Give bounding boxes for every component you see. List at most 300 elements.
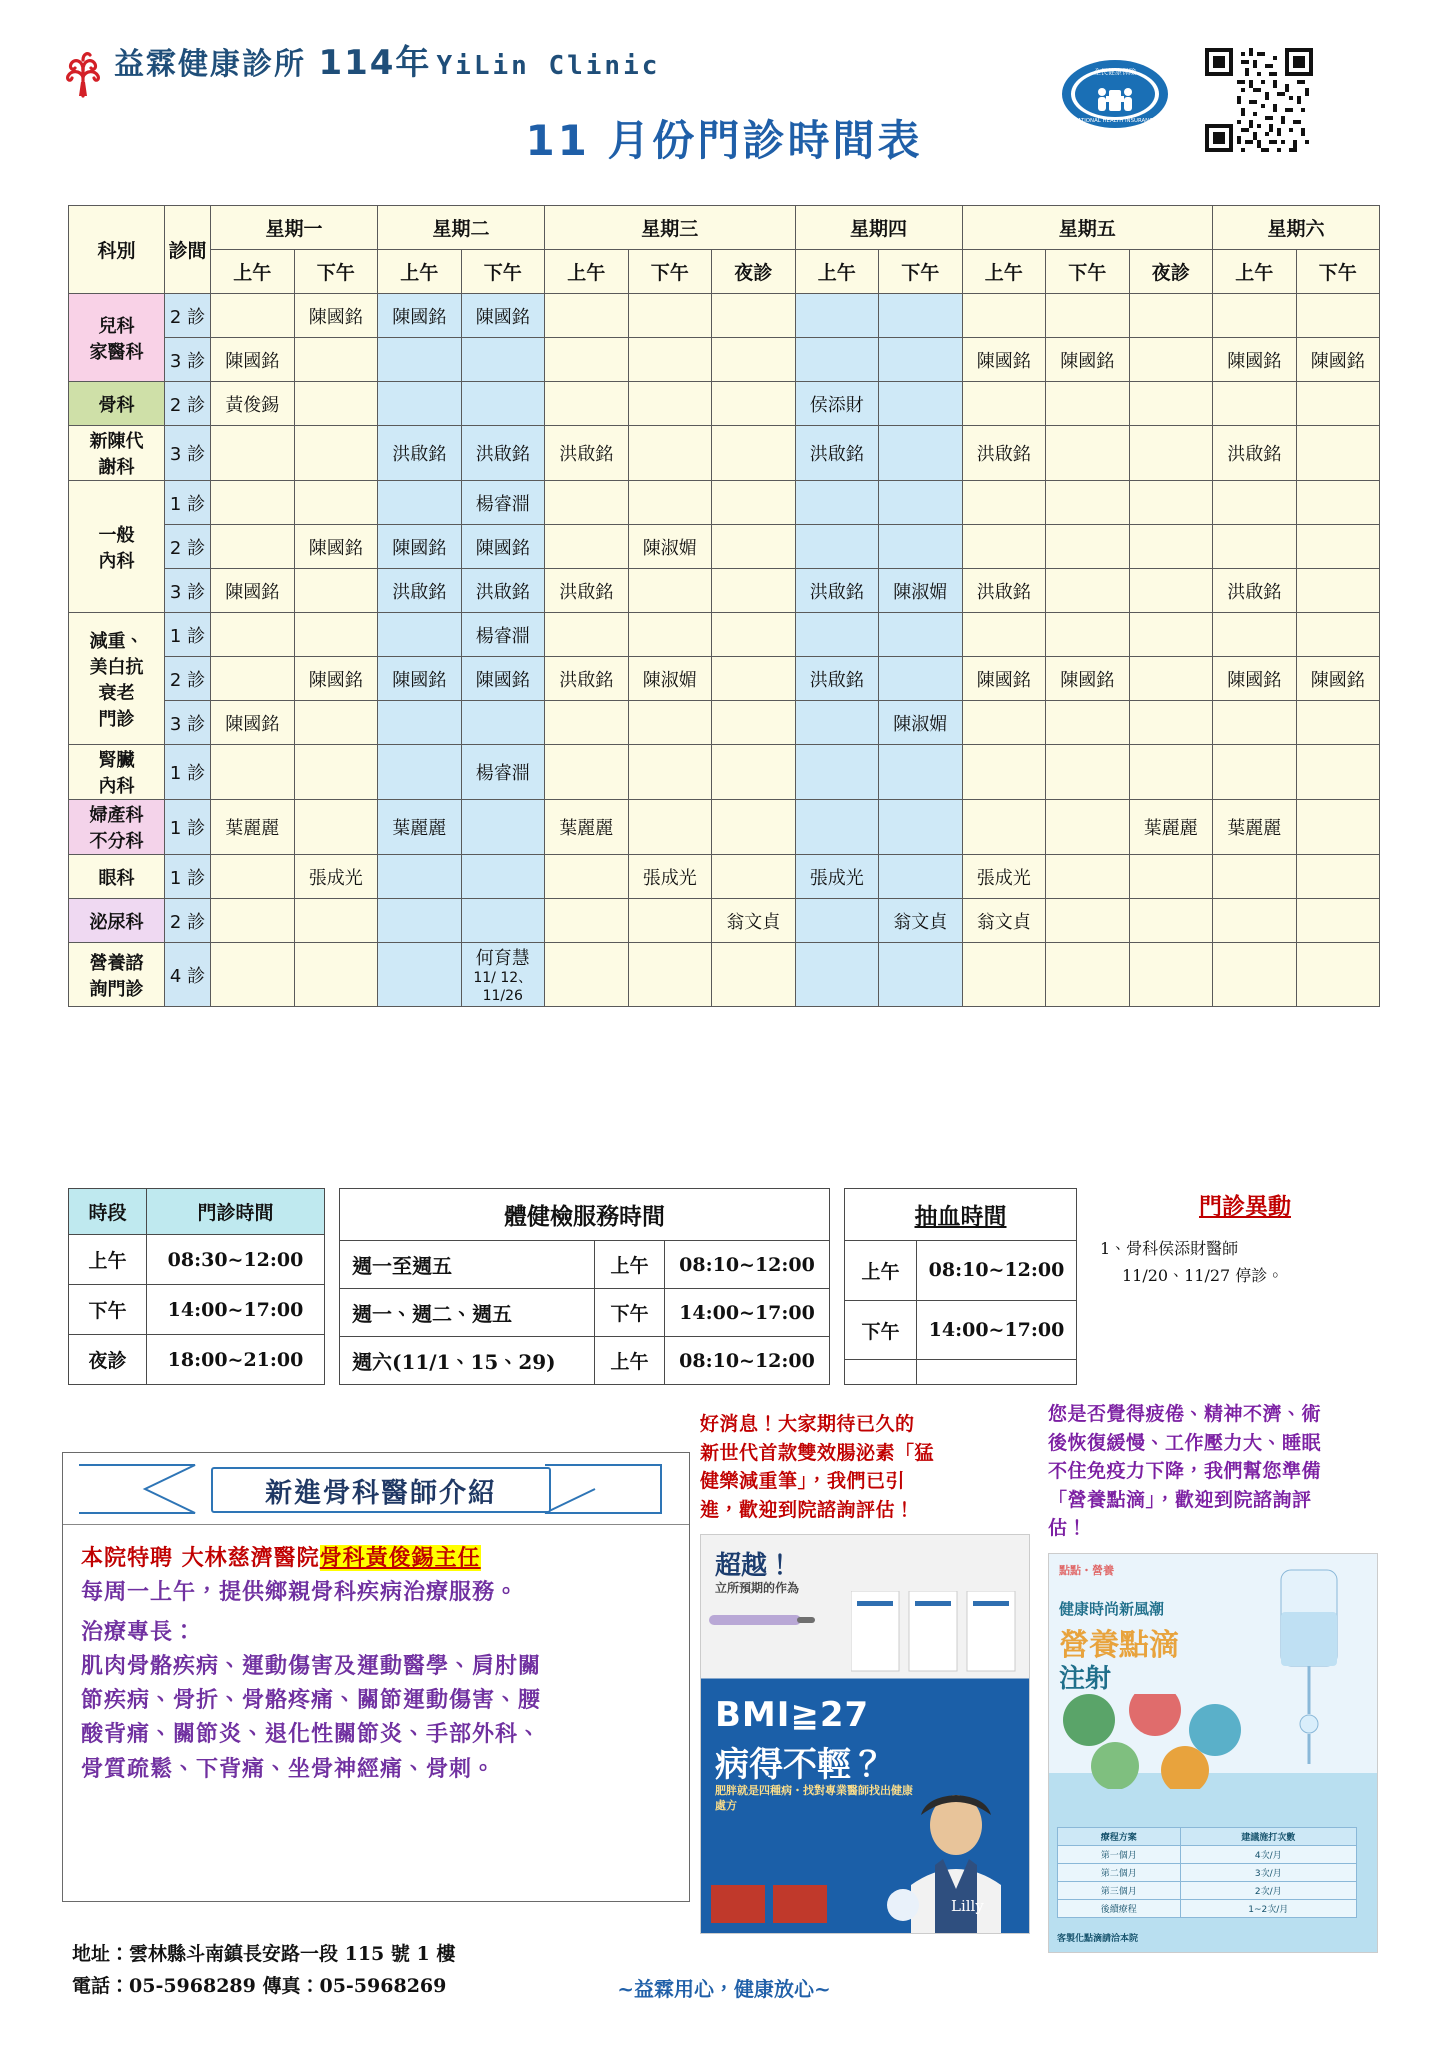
header-dept: 科別 — [69, 206, 165, 294]
flyer1-footer-logos — [711, 1881, 1011, 1927]
table-row — [69, 338, 1380, 382]
schedule-cell-doctor: 葉麗麗 — [545, 800, 629, 855]
header-slot: 上午 — [1213, 250, 1297, 294]
schedule-cell-empty — [712, 338, 796, 382]
promo-right-line-2: 後恢復緩慢、工作壓力大、睡眠 — [1048, 1431, 1322, 1454]
health-check-time: 08:10~12:00 — [665, 1337, 830, 1385]
table-row — [69, 701, 1380, 745]
health-check-table — [339, 1188, 830, 1385]
schedule-cell-empty — [879, 657, 963, 701]
schedule-cell-empty — [545, 943, 629, 1007]
schedule-cell-empty — [294, 426, 378, 481]
schedule-cell-empty — [211, 426, 295, 481]
schedule-cell-empty — [1296, 855, 1380, 899]
schedule-cell-doctor: 翁文貞 — [962, 899, 1046, 943]
schedule-cell-empty — [1129, 613, 1213, 657]
schedule-cell-empty — [1046, 745, 1130, 800]
schedule-cell-doctor: 洪啟銘 — [962, 569, 1046, 613]
schedule-cell-empty — [879, 855, 963, 899]
schedule-cell-empty — [1296, 613, 1380, 657]
schedule-cell-empty — [879, 338, 963, 382]
schedule-cell-empty — [461, 899, 545, 943]
health-check-days: 週一至週五 — [340, 1241, 595, 1289]
clinic-hours-table — [68, 1188, 325, 1385]
flyer2-course-freq: 4次/月 — [1180, 1845, 1356, 1863]
intro-spec-line: 酸背痛、關節炎、退化性關節炎、手部外科、 — [81, 1721, 542, 1748]
flyer2-course-freq: 1~2次/月 — [1180, 1899, 1356, 1917]
schedule-cell-empty — [712, 294, 796, 338]
clinic-name-en: YiLin Clinic — [436, 51, 661, 81]
schedule-cell-empty — [795, 745, 879, 800]
table-row — [69, 657, 1380, 701]
room-label: 1 診 — [165, 855, 211, 899]
schedule-cell-empty — [1046, 613, 1130, 657]
flyer2-table-row — [1058, 1899, 1357, 1917]
schedule-cell-empty — [1129, 657, 1213, 701]
benefit-bubbles-icon — [1055, 1694, 1265, 1789]
schedule-cell-empty — [795, 701, 879, 745]
schedule-cell-empty — [712, 701, 796, 745]
schedule-cell-empty — [1046, 426, 1130, 481]
blood-draw-slot: 下午 — [845, 1300, 917, 1360]
schedule-cell-empty — [795, 943, 879, 1007]
table-row — [69, 800, 1380, 855]
dept-label: 泌尿科 — [69, 899, 165, 943]
blood-draw-header — [845, 1189, 1077, 1241]
schedule-cell-doctor: 陳國銘 — [294, 294, 378, 338]
schedule-cell-empty — [628, 569, 712, 613]
schedule-cell-empty — [211, 294, 295, 338]
clinic-schedule-table — [68, 205, 1380, 1007]
room-label: 3 診 — [165, 426, 211, 481]
flyer1-question-text: 病得不輕？ — [715, 1745, 885, 1785]
schedule-cell-empty — [962, 800, 1046, 855]
schedule-cell-doctor: 楊睿淵 — [461, 745, 545, 800]
flyer2-table-row — [1058, 1845, 1357, 1863]
health-check-header — [340, 1189, 830, 1241]
table-row — [69, 613, 1380, 657]
schedule-cell-empty — [628, 481, 712, 525]
schedule-cell-empty — [1296, 701, 1380, 745]
schedule-cell-empty — [1129, 481, 1213, 525]
health-check-days: 週一、週二、週五 — [340, 1289, 595, 1337]
tree-logo-icon — [60, 46, 106, 98]
schedule-cell-empty — [628, 899, 712, 943]
qr-code-icon — [1205, 48, 1313, 152]
schedule-cell-empty — [378, 382, 462, 426]
health-check-slot: 上午 — [595, 1241, 665, 1289]
schedule-cell-empty — [795, 613, 879, 657]
schedule-cell-empty — [1296, 943, 1380, 1007]
schedule-cell-empty — [1046, 855, 1130, 899]
clinic-name-zh: 益霖健康診所 114年 — [114, 43, 432, 83]
page-header — [0, 0, 1448, 165]
room-label: 1 診 — [165, 745, 211, 800]
schedule-cell-empty — [211, 613, 295, 657]
schedule-cell-doctor: 洪啟銘 — [545, 569, 629, 613]
schedule-cell-doctor: 翁文貞 — [879, 899, 963, 943]
schedule-cell-empty — [1296, 294, 1380, 338]
schedule-cell-empty — [1213, 613, 1297, 657]
schedule-cell-empty — [1046, 899, 1130, 943]
schedule-cell-empty — [962, 481, 1046, 525]
dept-label: 腎臟 內科 — [69, 745, 165, 800]
flyer2-course-freq: 2次/月 — [1180, 1881, 1356, 1899]
schedule-cell-empty — [545, 382, 629, 426]
schedule-cell-doctor: 陳國銘 — [378, 657, 462, 701]
flyer1-subhead: 立所預期的作為 — [715, 1581, 800, 1595]
promo-iv-nutrition-block — [1048, 1400, 1378, 1953]
schedule-cell-empty — [294, 481, 378, 525]
room-label: 2 診 — [165, 899, 211, 943]
footer-phone: 電話：05-5968289 傳真：05-5968269 — [72, 1974, 447, 1997]
new-doctor-intro-box — [62, 1452, 690, 1902]
schedule-cell-empty — [962, 613, 1046, 657]
schedule-cell-empty — [1296, 745, 1380, 800]
flyer2-brand: 點點・營養 — [1059, 1563, 1114, 1577]
schedule-cell-empty — [962, 943, 1046, 1007]
blood-draw-table — [844, 1188, 1077, 1385]
intro-spec-title: 治療專長： — [81, 1619, 197, 1646]
dept-label: 眼科 — [69, 855, 165, 899]
schedule-cell-doctor: 陳國銘 — [962, 657, 1046, 701]
clinic-hours-slot: 夜診 — [69, 1335, 147, 1385]
schedule-cell-empty — [378, 338, 462, 382]
table-row — [69, 382, 1380, 426]
promo-weight-loss-block — [700, 1410, 1030, 1934]
schedule-cell-doctor: 葉麗麗 — [378, 800, 462, 855]
clinic-hours-time: 18:00~21:00 — [147, 1335, 325, 1385]
schedule-cell-empty — [795, 481, 879, 525]
promo-left-flyer-image — [700, 1534, 1030, 1934]
flyer2-th-0: 療程方案 — [1058, 1827, 1181, 1845]
schedule-cell-empty — [211, 745, 295, 800]
blood-draw-time: 08:10~12:00 — [917, 1241, 1077, 1301]
table-row — [69, 943, 1380, 1007]
room-label: 3 診 — [165, 701, 211, 745]
schedule-cell-empty — [378, 613, 462, 657]
schedule-header-slots — [69, 250, 1380, 294]
flyer1-bmi-text: BMI≧27 — [715, 1695, 870, 1735]
schedule-cell-empty — [795, 899, 879, 943]
schedule-cell-empty — [545, 338, 629, 382]
schedule-changes-item-detail: 11/20、11/27 停診。 — [1122, 1266, 1284, 1286]
schedule-changes-item — [1100, 1235, 1390, 1289]
schedule-cell-doctor: 張成光 — [628, 855, 712, 899]
table-row — [69, 855, 1380, 899]
flyer2-title-1: 營養點滴 — [1059, 1627, 1179, 1663]
schedule-cell-empty — [1213, 382, 1297, 426]
nhi-logo-icon — [1060, 58, 1170, 130]
schedule-cell-empty — [545, 481, 629, 525]
schedule-cell-empty — [378, 899, 462, 943]
schedule-cell-empty — [628, 294, 712, 338]
schedule-cell-note: 11/26 — [482, 987, 523, 1004]
schedule-cell-empty — [294, 613, 378, 657]
promo-right-line-1: 您是否覺得疲倦、精神不濟、術 — [1048, 1403, 1322, 1425]
schedule-cell-empty — [1129, 745, 1213, 800]
schedule-cell-doctor: 洪啟銘 — [795, 426, 879, 481]
dept-label: 營養諮 詢門診 — [69, 943, 165, 1007]
schedule-cell-doctor: 洪啟銘 — [545, 657, 629, 701]
schedule-cell-empty — [294, 745, 378, 800]
schedule-cell-note: 11/ 12、 — [473, 970, 533, 986]
schedule-cell-empty — [1296, 899, 1380, 943]
schedule-cell-empty — [1213, 525, 1297, 569]
health-check-title: 體健檢服務時間 — [340, 1189, 830, 1241]
schedule-cell-empty — [962, 382, 1046, 426]
schedule-cell-empty — [1296, 426, 1380, 481]
schedule-cell-doctor: 洪啟銘 — [461, 569, 545, 613]
schedule-cell-empty — [461, 338, 545, 382]
schedule-cell-empty — [1129, 525, 1213, 569]
schedule-cell-empty — [712, 569, 796, 613]
schedule-cell-empty — [879, 481, 963, 525]
intro-spec-line: 肌肉骨骼疾病、運動傷害及運動醫學、肩肘關 — [81, 1653, 542, 1680]
room-label: 2 診 — [165, 525, 211, 569]
header-day-tue: 星期二 — [378, 206, 545, 250]
product-boxes-icon — [851, 1591, 1021, 1677]
schedule-cell-empty — [378, 701, 462, 745]
table-row — [69, 525, 1380, 569]
schedule-table-head — [69, 206, 1380, 294]
schedule-cell-doctor: 洪啟銘 — [378, 569, 462, 613]
header-room: 診間 — [165, 206, 211, 294]
flyer2-title-2: 注射 — [1059, 1663, 1112, 1694]
schedule-cell-doctor: 洪啟銘 — [795, 569, 879, 613]
schedule-cell-empty — [1213, 294, 1297, 338]
flyer2-table-row — [1058, 1863, 1357, 1881]
schedule-cell-empty — [545, 899, 629, 943]
schedule-cell-empty — [1129, 899, 1213, 943]
schedule-cell-empty — [795, 525, 879, 569]
schedule-cell-doctor: 翁文貞 — [712, 899, 796, 943]
clinic-logo-block — [60, 43, 661, 98]
schedule-cell-empty — [712, 525, 796, 569]
schedule-cell-empty — [628, 800, 712, 855]
schedule-cell-doctor: 陳國銘 — [1046, 657, 1130, 701]
clinic-hours-time: 14:00~17:00 — [147, 1285, 325, 1335]
schedule-cell-doctor: 洪啟銘 — [1213, 426, 1297, 481]
schedule-cell-empty — [378, 943, 462, 1007]
schedule-cell-empty — [628, 382, 712, 426]
schedule-cell-empty — [1046, 701, 1130, 745]
promo-left-line-4: 進，歡迎到院諮詢評估！ — [700, 1498, 915, 1521]
intro-spec-lines — [81, 1649, 671, 1785]
schedule-cell-empty — [962, 525, 1046, 569]
header-slot: 下午 — [461, 250, 545, 294]
schedule-cell-empty — [378, 481, 462, 525]
flyer2-table-row — [1058, 1881, 1357, 1899]
schedule-cell-empty — [712, 745, 796, 800]
schedule-cell-doctor: 陳淑媚 — [879, 701, 963, 745]
schedule-cell-empty — [712, 943, 796, 1007]
flyer2-th-1: 建議施打次數 — [1180, 1827, 1356, 1845]
schedule-cell-doctor: 陳淑媚 — [628, 657, 712, 701]
schedule-cell-doctor: 張成光 — [294, 855, 378, 899]
health-check-row — [340, 1337, 830, 1385]
schedule-cell-doctor: 陳國銘 — [378, 294, 462, 338]
schedule-cell-empty — [962, 701, 1046, 745]
schedule-cell-doctor: 楊睿淵 — [461, 481, 545, 525]
dept-label: 減重、 美白抗 衰老 門診 — [69, 613, 165, 745]
schedule-cell-empty — [712, 657, 796, 701]
schedule-cell-empty — [211, 481, 295, 525]
footer-slogan: ~益霖用心，健康放心~ — [617, 1977, 831, 2001]
schedule-cell-doctor: 陳國銘 — [962, 338, 1046, 382]
promo-right-line-3: 不住免疫力下降，我們幫您準備 — [1048, 1460, 1322, 1482]
schedule-cell-empty — [879, 800, 963, 855]
schedule-cell-empty — [461, 382, 545, 426]
intro-line-1-highlight: 骨科黃俊錫主任 — [319, 1545, 481, 1571]
health-check-time: 14:00~17:00 — [665, 1289, 830, 1337]
schedule-cell-empty — [879, 943, 963, 1007]
schedule-cell-doctor: 洪啟銘 — [1213, 569, 1297, 613]
blood-draw-slot: 上午 — [845, 1241, 917, 1301]
schedule-cell-doctor: 陳國銘 — [211, 569, 295, 613]
dept-label: 婦產科 不分科 — [69, 800, 165, 855]
schedule-cell-empty — [1296, 569, 1380, 613]
page-title: 11 月份門診時間表 — [525, 116, 923, 165]
blood-draw-row — [845, 1360, 1077, 1385]
schedule-cell-empty — [1046, 525, 1130, 569]
schedule-cell-empty — [294, 701, 378, 745]
health-check-slot: 上午 — [595, 1337, 665, 1385]
schedule-cell-doctor: 陳淑媚 — [879, 569, 963, 613]
schedule-cell-doctor: 陳國銘 — [1213, 338, 1297, 382]
promo-right-line-5: 估！ — [1048, 1517, 1088, 1539]
svg-text:Lilly: Lilly — [951, 1897, 984, 1915]
schedule-cell-empty — [1046, 943, 1130, 1007]
table-row — [69, 899, 1380, 943]
schedule-cell-empty — [1296, 382, 1380, 426]
flyer2-course-label: 第三個月 — [1058, 1881, 1181, 1899]
header-slot: 夜診 — [1129, 250, 1213, 294]
schedule-cell-empty — [1046, 382, 1130, 426]
health-check-slot: 下午 — [595, 1289, 665, 1337]
blood-draw-time — [917, 1360, 1077, 1385]
schedule-cell-doctor: 葉麗麗 — [1213, 800, 1297, 855]
promo-right-flyer-image — [1048, 1553, 1378, 1953]
intro-ribbon-label: 新進骨科醫師介紹 — [211, 1467, 551, 1513]
schedule-cell-doctor: 張成光 — [795, 855, 879, 899]
room-label: 3 診 — [165, 338, 211, 382]
schedule-cell-empty — [294, 338, 378, 382]
footer-address: 地址：雲林縣斗南鎮長安路一段 115 號 1 樓 — [72, 1943, 456, 1966]
clinic-hours-header — [69, 1189, 325, 1235]
schedule-cell-empty — [1046, 481, 1130, 525]
schedule-cell-empty — [712, 382, 796, 426]
schedule-cell-empty — [628, 943, 712, 1007]
schedule-cell-empty — [879, 382, 963, 426]
schedule-cell-empty — [294, 943, 378, 1007]
clinic-hours-col-time: 門診時間 — [147, 1189, 325, 1235]
schedule-cell-empty — [795, 294, 879, 338]
schedule-cell-empty — [879, 294, 963, 338]
intro-ribbon — [63, 1453, 689, 1525]
svg-text:NATIONAL HEALTH INSURANCE: NATIONAL HEALTH INSURANCE — [1073, 118, 1157, 124]
header-slot: 下午 — [1046, 250, 1130, 294]
health-check-days: 週六(11/1、15、29) — [340, 1337, 595, 1385]
schedule-cell-doctor: 陳國銘 — [211, 338, 295, 382]
schedule-cell-doctor: 陳國銘 — [461, 657, 545, 701]
header-slot: 上午 — [378, 250, 462, 294]
schedule-cell-empty — [545, 525, 629, 569]
intro-line-1-plain: 本院特聘 大林慈濟醫院 — [81, 1545, 320, 1571]
schedule-changes-item-text: 1、骨科侯添財醫師 — [1100, 1239, 1239, 1258]
table-row — [69, 569, 1380, 613]
room-label: 2 診 — [165, 382, 211, 426]
blood-draw-row — [845, 1300, 1077, 1360]
schedule-cell-empty — [628, 426, 712, 481]
blood-draw-row — [845, 1241, 1077, 1301]
schedule-cell-doctor: 陳國銘 — [1296, 338, 1380, 382]
header-slot: 下午 — [1296, 250, 1380, 294]
schedule-changes-title: 門診異動 — [1199, 1193, 1291, 1220]
room-label: 4 診 — [165, 943, 211, 1007]
schedule-cell-empty — [294, 382, 378, 426]
schedule-cell-empty — [628, 701, 712, 745]
schedule-cell-empty — [378, 855, 462, 899]
intro-spec-line: 骨質疏鬆、下背痛、坐骨神經痛、骨刺。 — [81, 1755, 496, 1782]
schedule-cell-empty — [1129, 855, 1213, 899]
room-label: 1 診 — [165, 613, 211, 657]
clinic-hours-time: 08:30~12:00 — [147, 1235, 325, 1285]
schedule-cell-empty — [461, 701, 545, 745]
schedule-cell-doctor: 何育慧 11/ 12、 11/26 — [461, 943, 545, 1007]
schedule-cell-empty — [1129, 943, 1213, 1007]
header-slot: 上午 — [962, 250, 1046, 294]
schedule-cell-empty — [1129, 382, 1213, 426]
schedule-cell-doctor: 洪啟銘 — [461, 426, 545, 481]
schedule-cell-empty — [712, 855, 796, 899]
schedule-cell-doctor: 陳國銘 — [1213, 657, 1297, 701]
schedule-cell-empty — [628, 745, 712, 800]
flyer2-course-label: 後續療程 — [1058, 1899, 1181, 1917]
header-day-wed: 星期三 — [545, 206, 796, 250]
schedule-cell-empty — [545, 855, 629, 899]
schedule-cell-empty — [1296, 800, 1380, 855]
flyer2-headline: 健康時尚新風潮 — [1059, 1599, 1165, 1618]
schedule-cell-empty — [294, 899, 378, 943]
health-check-row — [340, 1289, 830, 1337]
schedule-cell-empty — [712, 426, 796, 481]
schedule-cell-empty — [211, 943, 295, 1007]
schedule-cell-empty — [1213, 899, 1297, 943]
intro-body — [63, 1525, 689, 1794]
header-slot: 下午 — [294, 250, 378, 294]
header-slot: 下午 — [628, 250, 712, 294]
table-row — [69, 481, 1380, 525]
schedule-cell-doctor: 陳淑媚 — [628, 525, 712, 569]
schedule-cell-doctor: 陳國銘 — [1296, 657, 1380, 701]
schedule-cell-doctor: 洪啟銘 — [795, 657, 879, 701]
intro-line-2: 每周一上午，提供鄉親骨科疾病治療服務。 — [81, 1579, 519, 1606]
schedule-cell-doctor: 陳國銘 — [1046, 338, 1130, 382]
intro-spec-line: 節疾病、骨折、骨骼疼痛、關節運動傷害、腰 — [81, 1687, 542, 1714]
schedule-cell-empty — [211, 525, 295, 569]
header-slot: 上午 — [211, 250, 295, 294]
schedule-cell-empty — [879, 426, 963, 481]
schedule-cell-empty — [378, 745, 462, 800]
dept-label: 兒科 家醫科 — [69, 294, 165, 382]
schedule-cell-empty — [1213, 745, 1297, 800]
schedule-cell-empty — [879, 745, 963, 800]
schedule-cell-empty — [1046, 294, 1130, 338]
schedule-cell-doctor: 陳國銘 — [211, 701, 295, 745]
header-day-sat: 星期六 — [1213, 206, 1380, 250]
schedule-cell-doctor: 黃俊錫 — [211, 382, 295, 426]
